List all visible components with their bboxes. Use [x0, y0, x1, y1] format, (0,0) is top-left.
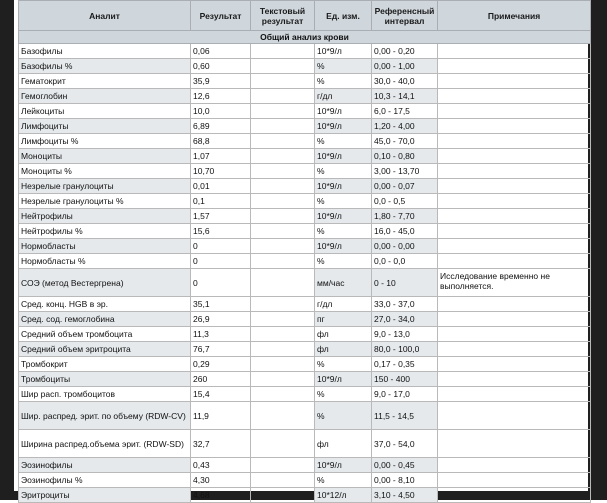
unit: фл — [315, 430, 372, 458]
note — [438, 239, 591, 254]
reference-interval: 80,0 - 100,0 — [372, 342, 438, 357]
note — [438, 224, 591, 239]
note — [438, 89, 591, 104]
table-row — [19, 387, 591, 402]
analyte-name: Нейтрофилы % — [19, 224, 191, 239]
note — [438, 164, 591, 179]
reference-interval: 11,5 - 14,5 — [372, 402, 438, 430]
unit: 10*9/л — [315, 458, 372, 473]
reference-interval: 0 - 10 — [372, 269, 438, 297]
reference-interval: 3,00 - 13,70 — [372, 164, 438, 179]
reference-interval: 37,0 - 54,0 — [372, 430, 438, 458]
table-row — [19, 119, 591, 134]
note — [438, 372, 591, 387]
table-row — [19, 134, 591, 149]
table-row — [19, 74, 591, 89]
text-result — [251, 430, 315, 458]
analyte-name: Сред. конц. HGB в эр. — [19, 297, 191, 312]
result-value: 26,9 — [191, 312, 251, 327]
analyte-name: Шир. распред. эрит. по объему (RDW-CV) — [19, 402, 191, 430]
analyte-name: Ширина распред.объема эрит. (RDW-SD) — [19, 430, 191, 458]
analyte-name: Нормобласты — [19, 239, 191, 254]
reference-interval: 27,0 - 34,0 — [372, 312, 438, 327]
table-row — [19, 312, 591, 327]
analyte-name: Сред. сод. гемоглобина — [19, 312, 191, 327]
text-result — [251, 473, 315, 488]
result-value: 10,70 — [191, 164, 251, 179]
lab-results-table — [18, 0, 591, 503]
analyte-name: Лимфоциты % — [19, 134, 191, 149]
unit: 10*9/л — [315, 239, 372, 254]
reference-interval: 10,3 - 14,1 — [372, 89, 438, 104]
result-value: 68,8 — [191, 134, 251, 149]
result-value: 35,1 — [191, 297, 251, 312]
text-result — [251, 224, 315, 239]
group-title: Общий анализ крови — [19, 31, 591, 44]
table-row — [19, 194, 591, 209]
result-value: 4,68 — [191, 488, 251, 503]
header-analyte: Аналит — [19, 1, 191, 31]
note — [438, 458, 591, 473]
note — [438, 209, 591, 224]
reference-interval: 1,20 - 4,00 — [372, 119, 438, 134]
reference-interval: 0,0 - 0,0 — [372, 254, 438, 269]
text-result — [251, 297, 315, 312]
unit: 10*9/л — [315, 179, 372, 194]
unit: % — [315, 59, 372, 74]
result-value: 11,9 — [191, 402, 251, 430]
note — [438, 327, 591, 342]
text-result — [251, 74, 315, 89]
unit: мм/час — [315, 269, 372, 297]
result-value: 0,1 — [191, 194, 251, 209]
note — [438, 194, 591, 209]
note — [438, 473, 591, 488]
text-result — [251, 44, 315, 59]
result-value: 12,6 — [191, 89, 251, 104]
note — [438, 254, 591, 269]
result-value: 15,4 — [191, 387, 251, 402]
analyte-name: Эозинофилы — [19, 458, 191, 473]
result-value: 0,43 — [191, 458, 251, 473]
analyte-name: Тромбоциты — [19, 372, 191, 387]
text-result — [251, 312, 315, 327]
text-result — [251, 59, 315, 74]
text-result — [251, 327, 315, 342]
unit: 10*9/л — [315, 372, 372, 387]
analyte-name: Лейкоциты — [19, 104, 191, 119]
note: Исследование временно не выполняется. — [438, 269, 591, 297]
unit: % — [315, 194, 372, 209]
table-row — [19, 44, 591, 59]
text-result — [251, 239, 315, 254]
analyte-name: СОЭ (метод Вестергрена) — [19, 269, 191, 297]
reference-interval: 0,0 - 0,5 — [372, 194, 438, 209]
reference-interval: 9,0 - 13,0 — [372, 327, 438, 342]
text-result — [251, 357, 315, 372]
reference-interval: 45,0 - 70,0 — [372, 134, 438, 149]
note — [438, 402, 591, 430]
text-result — [251, 179, 315, 194]
result-value: 6,89 — [191, 119, 251, 134]
reference-interval: 0,00 - 0,20 — [372, 44, 438, 59]
result-value: 0,60 — [191, 59, 251, 74]
unit: % — [315, 387, 372, 402]
text-result — [251, 194, 315, 209]
reference-interval: 9,0 - 17,0 — [372, 387, 438, 402]
reference-interval: 0,00 - 8,10 — [372, 473, 438, 488]
result-value: 1,07 — [191, 149, 251, 164]
lab-results-sheet — [14, 0, 588, 500]
note — [438, 342, 591, 357]
text-result — [251, 149, 315, 164]
result-value: 10,0 — [191, 104, 251, 119]
unit: % — [315, 473, 372, 488]
text-result — [251, 488, 315, 503]
reference-interval: 33,0 - 37,0 — [372, 297, 438, 312]
left-dark-edge — [0, 0, 14, 500]
reference-interval: 30,0 - 40,0 — [372, 74, 438, 89]
text-result — [251, 269, 315, 297]
note — [438, 312, 591, 327]
unit: % — [315, 164, 372, 179]
text-result — [251, 209, 315, 224]
note — [438, 119, 591, 134]
text-result — [251, 104, 315, 119]
result-value: 1,57 — [191, 209, 251, 224]
text-result — [251, 458, 315, 473]
text-result — [251, 402, 315, 430]
note — [438, 104, 591, 119]
unit: % — [315, 402, 372, 430]
result-value: 0,01 — [191, 179, 251, 194]
unit: 10*9/л — [315, 149, 372, 164]
analyte-name: Средний объем эритроцита — [19, 342, 191, 357]
note — [438, 134, 591, 149]
table-row — [19, 357, 591, 372]
result-value: 32,7 — [191, 430, 251, 458]
text-result — [251, 342, 315, 357]
analyte-name: Средний объем тромбоцита — [19, 327, 191, 342]
analyte-name: Шир расп. тромбоцитов — [19, 387, 191, 402]
unit: фл — [315, 327, 372, 342]
unit: 10*9/л — [315, 104, 372, 119]
unit: 10*9/л — [315, 119, 372, 134]
result-value: 0,06 — [191, 44, 251, 59]
reference-interval: 0,00 - 0,07 — [372, 179, 438, 194]
reference-interval: 150 - 400 — [372, 372, 438, 387]
table-row — [19, 89, 591, 104]
result-value: 35,9 — [191, 74, 251, 89]
table-row — [19, 458, 591, 473]
table-row — [19, 209, 591, 224]
unit: пг — [315, 312, 372, 327]
group-header-row — [19, 31, 591, 44]
note — [438, 74, 591, 89]
unit: % — [315, 134, 372, 149]
header-result: Результат — [191, 1, 251, 31]
analyte-name: Нормобласты % — [19, 254, 191, 269]
unit: г/дл — [315, 297, 372, 312]
text-result — [251, 119, 315, 134]
table-row — [19, 297, 591, 312]
result-value: 0 — [191, 269, 251, 297]
note — [438, 149, 591, 164]
note — [438, 297, 591, 312]
text-result — [251, 254, 315, 269]
header-unit: Ед. изм. — [315, 1, 372, 31]
table-row — [19, 224, 591, 239]
table-row — [19, 59, 591, 74]
table-row — [19, 473, 591, 488]
table-row — [19, 239, 591, 254]
header-notes: Примечания — [438, 1, 591, 31]
text-result — [251, 372, 315, 387]
header-text-result: Текстовый результат — [251, 1, 315, 31]
reference-interval: 0,10 - 0,80 — [372, 149, 438, 164]
analyte-name: Нейтрофилы — [19, 209, 191, 224]
reference-interval: 0,00 - 1,00 — [372, 59, 438, 74]
result-value: 0 — [191, 254, 251, 269]
unit: фл — [315, 342, 372, 357]
text-result — [251, 387, 315, 402]
header-reference: Референсный интервал — [372, 1, 438, 31]
table-row — [19, 327, 591, 342]
note — [438, 357, 591, 372]
table-row — [19, 269, 591, 297]
note — [438, 179, 591, 194]
table-row — [19, 179, 591, 194]
text-result — [251, 89, 315, 104]
analyte-name: Гематокрит — [19, 74, 191, 89]
result-value: 15,6 — [191, 224, 251, 239]
table-row — [19, 254, 591, 269]
analyte-name: Тромбокрит — [19, 357, 191, 372]
analyte-name: Гемоглобин — [19, 89, 191, 104]
reference-interval: 0,17 - 0,35 — [372, 357, 438, 372]
analyte-name: Моноциты — [19, 149, 191, 164]
unit: г/дл — [315, 89, 372, 104]
result-value: 76,7 — [191, 342, 251, 357]
reference-interval: 16,0 - 45,0 — [372, 224, 438, 239]
result-value: 0,29 — [191, 357, 251, 372]
table-row — [19, 488, 591, 503]
note — [438, 44, 591, 59]
table-row — [19, 402, 591, 430]
table-header-row — [19, 1, 591, 31]
analyte-name: Эозинофилы % — [19, 473, 191, 488]
note — [438, 59, 591, 74]
reference-interval: 1,80 - 7,70 — [372, 209, 438, 224]
note — [438, 488, 591, 503]
text-result — [251, 134, 315, 149]
unit: 10*9/л — [315, 209, 372, 224]
reference-interval: 6,0 - 17,5 — [372, 104, 438, 119]
note — [438, 430, 591, 458]
unit: 10*12/л — [315, 488, 372, 503]
analyte-name: Базофилы % — [19, 59, 191, 74]
table-row — [19, 104, 591, 119]
table-row — [19, 149, 591, 164]
analyte-name: Моноциты % — [19, 164, 191, 179]
result-value: 0 — [191, 239, 251, 254]
reference-interval: 0,00 - 0,00 — [372, 239, 438, 254]
unit: % — [315, 74, 372, 89]
analyte-name: Незрелые гранулоциты — [19, 179, 191, 194]
unit: % — [315, 357, 372, 372]
reference-interval: 3,10 - 4,50 — [372, 488, 438, 503]
analyte-name: Базофилы — [19, 44, 191, 59]
text-result — [251, 164, 315, 179]
result-value: 4,30 — [191, 473, 251, 488]
table-row — [19, 164, 591, 179]
table-row — [19, 342, 591, 357]
unit: % — [315, 224, 372, 239]
note — [438, 387, 591, 402]
result-value: 11,3 — [191, 327, 251, 342]
unit: % — [315, 254, 372, 269]
unit: 10*9/л — [315, 44, 372, 59]
analyte-name: Эритроциты — [19, 488, 191, 503]
result-value: 260 — [191, 372, 251, 387]
reference-interval: 0,00 - 0,45 — [372, 458, 438, 473]
table-row — [19, 372, 591, 387]
analyte-name: Лимфоциты — [19, 119, 191, 134]
table-row — [19, 430, 591, 458]
analyte-name: Незрелые гранулоциты % — [19, 194, 191, 209]
